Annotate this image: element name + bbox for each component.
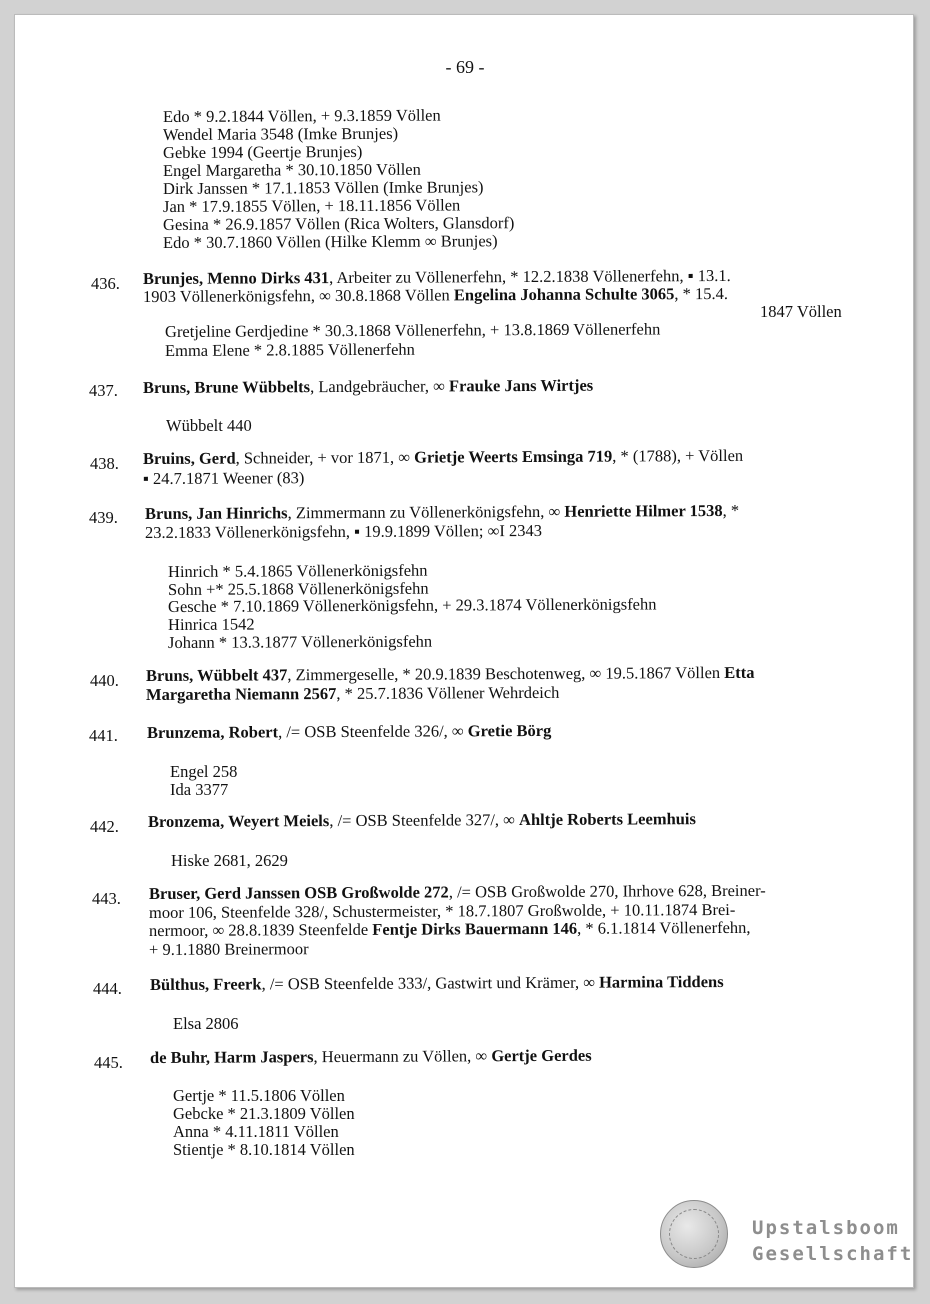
text-run: , Zimmermann zu Völlenerkönigsfehn, ∞	[287, 501, 565, 523]
entry-line	[148, 810, 696, 831]
bold-run: Grietje Weerts Emsinga 719	[414, 446, 613, 467]
text-run: , Schneider, + vor 1871, ∞	[235, 447, 415, 468]
bold-run: Etta	[724, 662, 755, 682]
entry-line	[150, 973, 724, 994]
child-line: Gesina * 26.9.1857 Völlen (Rica Wolters, Glansdorf)	[162, 213, 515, 234]
text-run: 1903 Völlenerkönigsfehn, ∞ 30.8.1868 Völlen	[142, 285, 454, 306]
text-run: , /= OSB Steenfelde 326/, ∞	[278, 721, 468, 742]
child-line: Anna * 4.11.1811 Völlen	[173, 1122, 339, 1141]
entry-line	[150, 1047, 592, 1067]
text-run: 23.2.1833 Völlenerkönigsfehn, ▪ 19.9.1899 Völlen; ∞I 2343	[144, 520, 542, 542]
entry-line	[147, 722, 551, 742]
child-line: Stientje * 8.10.1814 Völlen	[173, 1140, 355, 1159]
document-page	[14, 14, 914, 1288]
text-run: , Heuermann zu Völlen, ∞	[313, 1046, 492, 1067]
text-run: , * 25.7.1836 Völlener Wehrdeich	[336, 682, 560, 704]
child-line: Gertje * 11.5.1806 Völlen	[173, 1086, 345, 1105]
text-run: , /= OSB Großwolde 270, Ihrhove 628, Breiner-	[448, 880, 766, 902]
child-line: Hiske 2681, 2629	[171, 851, 288, 870]
text-run: , *	[722, 500, 740, 520]
child-line: Engel 258	[170, 762, 238, 781]
watermark-line-2: Gesellschaft	[752, 1243, 914, 1265]
bold-run: Brunjes, Menno Dirks 431	[142, 268, 330, 288]
entry-line	[146, 684, 559, 704]
entry-number: 437.	[89, 381, 118, 400]
child-line: Gesche * 7.10.1869 Völlenerkönigsfehn, + 29.3.1874 Völlenerkönigsfehn	[167, 594, 657, 616]
entry-number: 439.	[89, 508, 118, 527]
child-line: Johann * 13.3.1877 Völlenerkönigsfehn	[167, 631, 433, 652]
child-line: Wendel Maria 3548 (Imke Brunjes)	[162, 123, 399, 144]
text-run: , * 6.1.1814 Völlenerfehn,	[577, 917, 751, 938]
bold-run: Frauke Jans Wirtjes	[448, 375, 594, 396]
child-line: Elsa 2806	[173, 1014, 239, 1033]
entry-number: 436.	[91, 274, 120, 293]
text-run: nermoor, ∞ 28.8.1839 Steenfelde	[148, 919, 373, 940]
child-line: Gretjeline Gerdjedine * 30.3.1868 Völlenerfehn, + 13.8.1869 Völlenerfehn	[164, 319, 661, 341]
child-line: Edo * 30.7.1860 Völlen (Hilke Klemm ∞ Brunjes)	[162, 231, 498, 252]
entry-number: 443.	[92, 889, 121, 908]
child-line: Gebcke * 21.3.1809 Völlen	[173, 1104, 355, 1123]
child-line: Wübbelt 440	[166, 416, 252, 435]
bold-run: Bruser, Gerd Janssen OSB Großwolde 272	[148, 882, 449, 903]
entry-line	[149, 919, 751, 940]
text-run: , * 15.4.	[674, 283, 729, 304]
text-run: , * (1788), + Völlen	[612, 445, 744, 466]
entry-line	[146, 664, 755, 685]
entry-line	[149, 940, 309, 959]
child-line: Gebke 1994 (Geertje Brunjes)	[162, 141, 363, 162]
bold-run: Henriette Hilmer 1538	[564, 500, 723, 521]
child-line: Sohn +* 25.5.1868 Völlenerkönigsfehn	[167, 578, 429, 599]
entry-number: 442.	[90, 817, 119, 836]
child-line: Hinrich * 5.4.1865 Völlenerkönigsfehn	[167, 560, 428, 581]
entry-number: 444.	[93, 979, 122, 998]
bold-run: Margaretha Niemann 2567	[145, 684, 337, 704]
text-run: 1847 Völlen	[760, 302, 842, 321]
text-run: , Arbeiter zu Völlenerfehn, * 12.2.1838 Völlenerfehn, ▪ 13.1.	[329, 265, 731, 288]
bold-run: Bronzema, Weyert Meiels	[147, 811, 330, 831]
entry-line	[143, 377, 593, 397]
child-line: Jan * 17.9.1855 Völlen, + 18.11.1856 Völlen	[162, 195, 461, 216]
bold-run: Fentje Dirks Bauermann 146	[372, 918, 578, 939]
entry-line	[145, 502, 739, 523]
entry-line	[143, 447, 743, 468]
text-run: , /= OSB Steenfelde 333/, Gastwirt und Krämer, ∞	[261, 972, 600, 994]
text-run: moor 106, Steenfelde 328/, Schustermeister, * 18.7.1807 Großwolde, + 10.11.1874 Brei-	[148, 899, 736, 922]
child-line: Hinrica 1542	[167, 614, 255, 634]
child-line: Edo * 9.2.1844 Völlen, + 9.3.1859 Völlen	[162, 105, 441, 126]
bold-run: Harmina Tiddens	[599, 971, 724, 992]
bold-run: Bruns, Jan Hinrichs	[144, 503, 288, 523]
child-line: Emma Elene * 2.8.1885 Völlenerfehn	[164, 339, 415, 360]
watermark-line-1: Upstalsboom	[752, 1217, 900, 1239]
text-run: , Zimmergeselle, * 20.9.1839 Beschotenweg, ∞ 19.5.1867 Völlen	[287, 662, 725, 685]
child-line: Dirk Janssen * 17.1.1853 Völlen (Imke Brunjes)	[162, 177, 484, 198]
seal-logo-icon	[660, 1200, 728, 1268]
bold-run: Bruins, Gerd	[142, 448, 236, 468]
child-line: Ida 3377	[170, 780, 229, 799]
entry-line	[143, 285, 728, 306]
bold-run: Bülthus, Freerk	[149, 974, 262, 994]
bold-run: Bruns, Wübbelt 437	[145, 665, 288, 685]
text-run: , /= OSB Steenfelde 327/, ∞	[329, 810, 520, 831]
text-run: ▪ 24.7.1871 Weener (83)	[142, 468, 305, 488]
text-run: + 9.1.1880 Breinermoor	[148, 939, 309, 959]
entry-line	[143, 469, 304, 488]
bold-run: Gretie Börg	[467, 720, 552, 741]
entry-number: 445.	[94, 1053, 123, 1072]
bold-run: Gertje Gerdes	[491, 1045, 592, 1066]
bold-run: Brunzema, Robert	[146, 722, 279, 742]
entry-line	[145, 522, 542, 542]
bold-run: Ahltje Roberts Leemhuis	[518, 809, 696, 830]
entry-number: 438.	[90, 454, 119, 473]
entry-number: 441.	[89, 726, 118, 745]
text-run: , Landgebräucher, ∞	[309, 376, 450, 397]
child-line: Engel Margaretha * 30.10.1850 Völlen	[162, 159, 421, 180]
entry-number: 440.	[90, 671, 119, 690]
page-number: - 69 -	[445, 57, 485, 77]
bold-run: Engelina Johanna Schulte 3065	[453, 284, 675, 305]
bold-run: de Buhr, Harm Jaspers	[149, 1047, 314, 1067]
entry-line	[760, 303, 842, 321]
bold-run: Bruns, Brune Wübbelts	[142, 377, 311, 397]
